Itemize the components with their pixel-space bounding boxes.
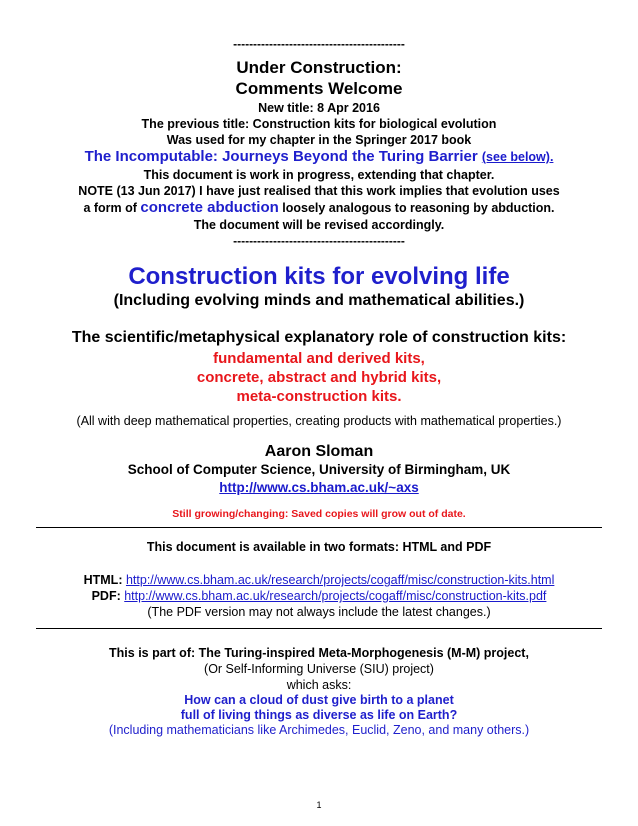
page-number: 1: [316, 800, 322, 810]
formats-heading: This document is available in two formats: HTML and PDF: [146, 540, 492, 554]
revised-line: The document will be revised accordingly.: [193, 218, 445, 232]
author-affiliation: School of Computer Science, University of Birmingham, UK: [127, 462, 511, 477]
page-subtitle: (Including evolving minds and mathematical abilities.): [113, 292, 525, 309]
html-label: HTML:: [83, 573, 123, 587]
project-which-asks: which asks:: [286, 678, 352, 692]
kits-item-meta: meta-construction kits.: [236, 388, 402, 405]
concrete-abduction: concrete abduction: [140, 199, 279, 216]
author-name: Aaron Sloman: [264, 443, 374, 460]
work-in-progress-line: This document is work in progress, extending that chapter.: [143, 168, 495, 182]
see-below-link[interactable]: (see below).: [481, 150, 554, 164]
author-url-link[interactable]: http://www.cs.bham.ac.uk/~axs: [219, 480, 419, 495]
project-part-of: This is part of: The Turing-inspired Meta-Morphogenesis (M-M) project,: [109, 646, 529, 660]
page-title: Construction kits for evolving life: [128, 263, 510, 290]
html-url-link[interactable]: http://www.cs.bham.ac.uk/research/projects/cogaff/misc/construction-kits.html: [125, 573, 555, 587]
pdf-note: (The PDF version may not always include the latest changes.): [147, 605, 491, 619]
book-title-line: [0, 148, 638, 165]
under-construction-heading: Under Construction:: [236, 58, 402, 77]
growing-warning: Still growing/changing: Saved copies will grow out of date.: [172, 508, 466, 520]
author-url-line: [0, 480, 638, 495]
book-title: The Incomputable: Journeys Beyond the Turing Barrier: [84, 148, 478, 165]
kits-item-concrete: concrete, abstract and hybrid kits,: [196, 369, 442, 386]
pdf-format-line: [0, 589, 638, 603]
note-line-2-pre: a form of: [83, 201, 137, 215]
note-line-1: NOTE (13 Jun 2017) I have just realised that this work implies that evolution uses: [78, 184, 560, 198]
project-question-2: full of living things as diverse as life on Earth?: [180, 708, 458, 722]
pdf-label: PDF:: [91, 589, 121, 603]
divider-1: [36, 527, 602, 528]
project-question-1: How can a cloud of dust give birth to a planet: [184, 693, 454, 707]
used-for-line: Was used for my chapter in the Springer 2017 book: [166, 133, 472, 147]
html-format-line: [0, 573, 638, 587]
divider-2: [36, 628, 602, 629]
dashes-top: -------------------------------------------: [233, 37, 405, 51]
comments-welcome-heading: Comments Welcome: [235, 79, 403, 98]
pdf-url-link[interactable]: http://www.cs.bham.ac.uk/research/projects/cogaff/misc/construction-kits.pdf: [124, 589, 547, 603]
previous-title-line: The previous title: Construction kits for biological evolution: [141, 117, 497, 131]
dashes-bottom: -------------------------------------------: [233, 234, 405, 248]
new-title-line: New title: 8 Apr 2016: [258, 101, 380, 115]
note-line-2: [0, 199, 638, 216]
note-line-2-post: loosely analogous to reasoning by abduction.: [282, 201, 555, 215]
project-including: (Including mathematicians like Archimedes, Euclid, Zeno, and many others.): [108, 723, 530, 737]
role-heading: The scientific/metaphysical explanatory role of construction kits:: [71, 329, 567, 346]
project-or-siu: (Or Self-Informing Universe (SIU) project): [204, 662, 434, 676]
kits-item-fundamental: fundamental and derived kits,: [213, 350, 425, 367]
math-note: (All with deep mathematical properties, creating products with mathematical properties.): [76, 414, 562, 428]
